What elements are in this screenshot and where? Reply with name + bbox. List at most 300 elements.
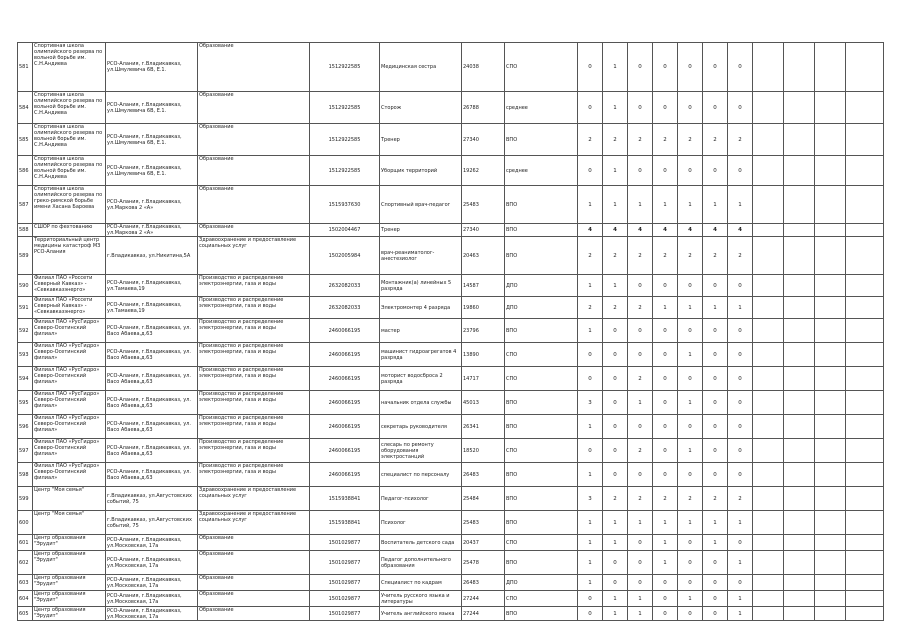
- economic-sector: Производство и распределение электроэнергии, газа и воды: [198, 391, 310, 415]
- position-title: Уборщик территорий: [380, 156, 462, 186]
- taxpayer-id: 1502005984: [310, 237, 380, 275]
- empty-cell: [753, 186, 784, 224]
- organization-address: РСО-Алания, г.Владикавказ, ул. Васо Абаева,д.63: [106, 343, 198, 367]
- count-3: 4: [628, 224, 653, 237]
- taxpayer-id: 1512922585: [310, 156, 380, 186]
- profession-code: 26788: [462, 92, 505, 124]
- position-title: мастер: [380, 319, 462, 343]
- count-1: 2: [578, 297, 603, 319]
- count-6: 4: [703, 224, 728, 237]
- organization-name: Территориальный центр медицины катастроф МЗ РСО-Алания: [33, 237, 106, 275]
- count-7: 0: [728, 319, 753, 343]
- economic-sector: Образование: [198, 124, 310, 156]
- taxpayer-id: 2632082033: [310, 297, 380, 319]
- count-6: 2: [703, 237, 728, 275]
- organization-name: Спортивная школа олимпийского резерва по вольной борьбе им. С.Н.Андиева: [33, 156, 106, 186]
- profession-code: 27340: [462, 124, 505, 156]
- count-3: 2: [628, 237, 653, 275]
- table-row: [18, 391, 884, 415]
- count-7: 0: [728, 439, 753, 463]
- count-7: 1: [728, 186, 753, 224]
- count-1: 1: [578, 415, 603, 439]
- empty-cell: [815, 511, 846, 535]
- count-3: 0: [628, 415, 653, 439]
- count-2: 1: [603, 607, 628, 621]
- empty-cell: [784, 124, 815, 156]
- count-2: 4: [603, 224, 628, 237]
- count-2: 2: [603, 124, 628, 156]
- count-7: 1: [728, 551, 753, 575]
- count-2: 1: [603, 43, 628, 92]
- row-number: 593: [18, 343, 33, 367]
- row-number: 585: [18, 124, 33, 156]
- economic-sector: Производство и распределение электроэнергии, газа и воды: [198, 275, 310, 297]
- row-number: 587: [18, 186, 33, 224]
- position-title: Спортивный врач-педагог: [380, 186, 462, 224]
- count-7: 0: [728, 415, 753, 439]
- taxpayer-id: 1501029877: [310, 551, 380, 575]
- empty-cell: [784, 487, 815, 511]
- empty-cell: [846, 487, 884, 511]
- empty-cell: [784, 156, 815, 186]
- economic-sector: Образование: [198, 607, 310, 621]
- taxpayer-id: 1501029877: [310, 591, 380, 607]
- table-row: [18, 415, 884, 439]
- empty-cell: [846, 511, 884, 535]
- count-4: 0: [653, 156, 678, 186]
- count-6: 0: [703, 607, 728, 621]
- count-3: 2: [628, 439, 653, 463]
- empty-cell: [846, 297, 884, 319]
- empty-cell: [815, 43, 846, 92]
- count-4: 0: [653, 275, 678, 297]
- organization-address: РСО-Алания, г.Владикавказ, ул.Маркова 2 «А»: [106, 224, 198, 237]
- table-row: [18, 43, 884, 92]
- count-5: 0: [678, 575, 703, 591]
- empty-cell: [753, 551, 784, 575]
- count-1: 0: [578, 367, 603, 391]
- empty-cell: [846, 237, 884, 275]
- position-title: Учитель английского языка: [380, 607, 462, 621]
- empty-cell: [815, 607, 846, 621]
- table-row: [18, 591, 884, 607]
- empty-cell: [815, 439, 846, 463]
- education-level: среднее: [505, 156, 578, 186]
- count-3: 1: [628, 607, 653, 621]
- count-5: 0: [678, 607, 703, 621]
- count-4: 2: [653, 487, 678, 511]
- position-title: секретарь руководителя: [380, 415, 462, 439]
- education-level: ВПО: [505, 511, 578, 535]
- profession-code: 25478: [462, 551, 505, 575]
- taxpayer-id: 2460066195: [310, 367, 380, 391]
- count-6: 0: [703, 367, 728, 391]
- organization-name: Центр образования "Эрудит": [33, 591, 106, 607]
- count-6: 0: [703, 463, 728, 487]
- table-row: [18, 487, 884, 511]
- empty-cell: [753, 343, 784, 367]
- count-6: 0: [703, 43, 728, 92]
- count-3: 0: [628, 43, 653, 92]
- count-4: 1: [653, 186, 678, 224]
- organization-name: Центр "Моя семья": [33, 511, 106, 535]
- count-3: 0: [628, 343, 653, 367]
- education-level: ВПО: [505, 124, 578, 156]
- education-level: ВПО: [505, 391, 578, 415]
- table-row: [18, 237, 884, 275]
- count-4: 0: [653, 367, 678, 391]
- count-7: 0: [728, 535, 753, 551]
- count-5: 1: [678, 391, 703, 415]
- count-5: 1: [678, 297, 703, 319]
- empty-cell: [784, 439, 815, 463]
- count-1: 0: [578, 156, 603, 186]
- organization-address: г.Владикавказ, ул.Августовских событий, 75: [106, 511, 198, 535]
- empty-cell: [846, 124, 884, 156]
- count-6: 0: [703, 391, 728, 415]
- organization-name: Центр образования "Эрудит": [33, 535, 106, 551]
- count-5: 1: [678, 343, 703, 367]
- empty-cell: [846, 92, 884, 124]
- table-row: [18, 367, 884, 391]
- profession-code: 19860: [462, 297, 505, 319]
- profession-code: 25483: [462, 186, 505, 224]
- empty-cell: [753, 237, 784, 275]
- empty-cell: [846, 367, 884, 391]
- empty-cell: [784, 237, 815, 275]
- count-6: 0: [703, 415, 728, 439]
- row-number: 584: [18, 92, 33, 124]
- count-4: 0: [653, 575, 678, 591]
- position-title: машинист гидроагрегатов 4 разряда: [380, 343, 462, 367]
- position-title: Тренер: [380, 224, 462, 237]
- economic-sector: Производство и распределение электроэнергии, газа и воды: [198, 319, 310, 343]
- empty-cell: [784, 415, 815, 439]
- empty-cell: [815, 575, 846, 591]
- count-3: 1: [628, 391, 653, 415]
- count-4: 1: [653, 551, 678, 575]
- economic-sector: Образование: [198, 575, 310, 591]
- count-2: 0: [603, 575, 628, 591]
- position-title: Медицинская сестра: [380, 43, 462, 92]
- education-level: ВПО: [505, 463, 578, 487]
- organization-name: Филиал ПАО «РусГидро» Северо-Осетинский филиал»: [33, 439, 106, 463]
- vacancy-table-body: [18, 43, 884, 621]
- economic-sector: Здравоохранение и предоставление социальных услуг: [198, 487, 310, 511]
- profession-code: 20463: [462, 237, 505, 275]
- empty-cell: [846, 463, 884, 487]
- taxpayer-id: 1512922585: [310, 43, 380, 92]
- empty-cell: [815, 224, 846, 237]
- taxpayer-id: 1501029877: [310, 607, 380, 621]
- count-5: 0: [678, 367, 703, 391]
- organization-address: РСО-Алания, г.Владикавказ, ул.Шмулевича 6В, Е.1.: [106, 92, 198, 124]
- count-4: 0: [653, 92, 678, 124]
- profession-code: 25484: [462, 487, 505, 511]
- taxpayer-id: 1512922585: [310, 92, 380, 124]
- count-6: 1: [703, 535, 728, 551]
- economic-sector: Производство и распределение электроэнергии, газа и воды: [198, 297, 310, 319]
- empty-cell: [784, 511, 815, 535]
- table-row: [18, 186, 884, 224]
- row-number: 602: [18, 551, 33, 575]
- profession-code: 27244: [462, 591, 505, 607]
- count-5: 0: [678, 463, 703, 487]
- organization-name: Спортивная школа олимпийского резерва по вольной борьбе им. С.Н.Андиева: [33, 43, 106, 92]
- taxpayer-id: 1515937630: [310, 186, 380, 224]
- empty-cell: [753, 487, 784, 511]
- profession-code: 45013: [462, 391, 505, 415]
- empty-cell: [753, 439, 784, 463]
- organization-address: РСО-Алания, г.Владикавказ, ул.Шмулевича 6В, Е.1.: [106, 124, 198, 156]
- empty-cell: [753, 591, 784, 607]
- row-number: 588: [18, 224, 33, 237]
- count-6: 2: [703, 487, 728, 511]
- table-row: [18, 607, 884, 621]
- count-1: 0: [578, 343, 603, 367]
- count-6: 0: [703, 343, 728, 367]
- position-title: Тренер: [380, 124, 462, 156]
- profession-code: 27340: [462, 224, 505, 237]
- profession-code: 13890: [462, 343, 505, 367]
- position-title: Электромонтер 4 разряда: [380, 297, 462, 319]
- empty-cell: [846, 186, 884, 224]
- empty-cell: [815, 415, 846, 439]
- count-7: 0: [728, 391, 753, 415]
- education-level: ВПО: [505, 551, 578, 575]
- organization-address: РСО-Алания, г.Владикавказ, ул. Васо Абаева,д.63: [106, 439, 198, 463]
- count-7: 1: [728, 297, 753, 319]
- count-4: 0: [653, 319, 678, 343]
- position-title: слесарь по ремонту оборудования электростанций: [380, 439, 462, 463]
- empty-cell: [846, 607, 884, 621]
- organization-address: РСО-Алания, г.Владикавказ, ул.Шмулевича 6В, Е.1.: [106, 156, 198, 186]
- profession-code: 27244: [462, 607, 505, 621]
- count-2: 1: [603, 156, 628, 186]
- count-6: 0: [703, 275, 728, 297]
- empty-cell: [815, 343, 846, 367]
- taxpayer-id: 2460066195: [310, 343, 380, 367]
- empty-cell: [815, 297, 846, 319]
- count-1: 1: [578, 535, 603, 551]
- taxpayer-id: 1501029877: [310, 575, 380, 591]
- count-6: 0: [703, 575, 728, 591]
- row-number: 594: [18, 367, 33, 391]
- table-row: [18, 275, 884, 297]
- row-number: 601: [18, 535, 33, 551]
- count-3: 2: [628, 367, 653, 391]
- count-4: 1: [653, 511, 678, 535]
- table-row: [18, 575, 884, 591]
- count-7: 0: [728, 92, 753, 124]
- row-number: 605: [18, 607, 33, 621]
- education-level: ВПО: [505, 224, 578, 237]
- count-4: 0: [653, 415, 678, 439]
- count-7: 2: [728, 124, 753, 156]
- count-5: 0: [678, 535, 703, 551]
- count-1: 0: [578, 591, 603, 607]
- organization-address: г.Владикавказ, ул.Никитина,5А: [106, 237, 198, 275]
- taxpayer-id: 1502004467: [310, 224, 380, 237]
- taxpayer-id: 2460066195: [310, 391, 380, 415]
- count-5: 0: [678, 415, 703, 439]
- taxpayer-id: 2632082033: [310, 275, 380, 297]
- education-level: СПО: [505, 343, 578, 367]
- row-number: 581: [18, 43, 33, 92]
- count-6: 0: [703, 156, 728, 186]
- organization-address: РСО-Алания, г.Владикавказ, ул.Тамаева,19: [106, 275, 198, 297]
- empty-cell: [753, 535, 784, 551]
- organization-name: Филиал ПАО «Россети Северный Кавказ» - «Севкавказэнерго»: [33, 275, 106, 297]
- table-row: [18, 297, 884, 319]
- empty-cell: [784, 343, 815, 367]
- count-3: 0: [628, 275, 653, 297]
- economic-sector: Образование: [198, 186, 310, 224]
- empty-cell: [846, 591, 884, 607]
- profession-code: 26483: [462, 463, 505, 487]
- position-title: моторист водосброса 2 разряда: [380, 367, 462, 391]
- count-2: 2: [603, 487, 628, 511]
- count-7: 2: [728, 487, 753, 511]
- position-title: Специалист по кадрам: [380, 575, 462, 591]
- profession-code: 14717: [462, 367, 505, 391]
- count-6: 2: [703, 124, 728, 156]
- count-7: 1: [728, 591, 753, 607]
- empty-cell: [753, 415, 784, 439]
- profession-code: 26341: [462, 415, 505, 439]
- row-number: 592: [18, 319, 33, 343]
- organization-name: СШОР по фехтованию: [33, 224, 106, 237]
- count-1: 1: [578, 275, 603, 297]
- economic-sector: Производство и распределение электроэнергии, газа и воды: [198, 367, 310, 391]
- organization-address: РСО-Алания, г.Владикавказ, ул.Московская, 17а: [106, 575, 198, 591]
- count-1: 0: [578, 92, 603, 124]
- empty-cell: [846, 551, 884, 575]
- count-2: 0: [603, 391, 628, 415]
- profession-code: 14587: [462, 275, 505, 297]
- row-number: 604: [18, 591, 33, 607]
- empty-cell: [784, 186, 815, 224]
- empty-cell: [784, 535, 815, 551]
- organization-address: РСО-Алания, г.Владикавказ, ул. Васо Абаева,д.63: [106, 391, 198, 415]
- position-title: Сторож: [380, 92, 462, 124]
- count-1: 0: [578, 607, 603, 621]
- economic-sector: Образование: [198, 224, 310, 237]
- empty-cell: [784, 367, 815, 391]
- row-number: 603: [18, 575, 33, 591]
- count-2: 0: [603, 439, 628, 463]
- position-title: специалист по персоналу: [380, 463, 462, 487]
- economic-sector: Производство и распределение электроэнергии, газа и воды: [198, 343, 310, 367]
- count-3: 1: [628, 186, 653, 224]
- count-4: 0: [653, 391, 678, 415]
- empty-cell: [753, 575, 784, 591]
- table-row: [18, 439, 884, 463]
- count-6: 0: [703, 591, 728, 607]
- count-6: 1: [703, 186, 728, 224]
- table-row: [18, 124, 884, 156]
- empty-cell: [753, 607, 784, 621]
- count-1: 2: [578, 237, 603, 275]
- row-number: 590: [18, 275, 33, 297]
- count-1: 3: [578, 391, 603, 415]
- count-5: 0: [678, 156, 703, 186]
- empty-cell: [784, 591, 815, 607]
- vacancy-table: [17, 42, 884, 621]
- table-row: [18, 343, 884, 367]
- empty-cell: [753, 511, 784, 535]
- economic-sector: Производство и распределение электроэнергии, газа и воды: [198, 415, 310, 439]
- empty-cell: [784, 391, 815, 415]
- education-level: СПО: [505, 439, 578, 463]
- table-row: [18, 319, 884, 343]
- count-1: 0: [578, 43, 603, 92]
- count-5: 1: [678, 439, 703, 463]
- count-2: 1: [603, 275, 628, 297]
- count-1: 2: [578, 124, 603, 156]
- empty-cell: [815, 391, 846, 415]
- count-7: 4: [728, 224, 753, 237]
- empty-cell: [815, 124, 846, 156]
- organization-name: Спортивная школа олимпийского резерва по вольной борьбе им. С.Н.Андиева: [33, 92, 106, 124]
- empty-cell: [815, 463, 846, 487]
- position-title: Монтажник(а) линейных 5 разряда: [380, 275, 462, 297]
- education-level: ДПО: [505, 297, 578, 319]
- count-6: 0: [703, 551, 728, 575]
- count-2: 0: [603, 463, 628, 487]
- empty-cell: [846, 224, 884, 237]
- count-3: 0: [628, 92, 653, 124]
- empty-cell: [815, 535, 846, 551]
- organization-name: Центр образования "Эрудит": [33, 607, 106, 621]
- organization-address: РСО-Алания, г.Владикавказ, ул. Васо Абаева,д.63: [106, 463, 198, 487]
- economic-sector: Производство и распределение электроэнергии, газа и воды: [198, 463, 310, 487]
- count-2: 1: [603, 591, 628, 607]
- position-title: врач-реаниматолог-анестезиолог: [380, 237, 462, 275]
- organization-address: г.Владикавказ, ул.Августовских событий, 75: [106, 487, 198, 511]
- empty-cell: [753, 367, 784, 391]
- count-6: 1: [703, 297, 728, 319]
- table-row: [18, 224, 884, 237]
- row-number: 598: [18, 463, 33, 487]
- count-5: 0: [678, 43, 703, 92]
- count-4: 0: [653, 439, 678, 463]
- position-title: Учитель русского языка и литературы: [380, 591, 462, 607]
- count-4: 0: [653, 43, 678, 92]
- organization-name: Спортивная школа олимпийского резерва по вольной борьбе им. С.Н.Андиева: [33, 124, 106, 156]
- count-6: 0: [703, 92, 728, 124]
- empty-cell: [846, 391, 884, 415]
- taxpayer-id: 1501029877: [310, 535, 380, 551]
- organization-name: Филиал ПАО «РусГидро» Северо-Осетинский филиал»: [33, 391, 106, 415]
- count-2: 0: [603, 551, 628, 575]
- empty-cell: [846, 439, 884, 463]
- empty-cell: [846, 319, 884, 343]
- count-4: 2: [653, 124, 678, 156]
- count-5: 0: [678, 551, 703, 575]
- organization-address: РСО-Алания, г.Владикавказ, ул. Васо Абаева,д.63: [106, 415, 198, 439]
- education-level: ВПО: [505, 186, 578, 224]
- empty-cell: [784, 275, 815, 297]
- empty-cell: [784, 607, 815, 621]
- count-3: 1: [628, 591, 653, 607]
- education-level: ДПО: [505, 575, 578, 591]
- count-7: 0: [728, 575, 753, 591]
- count-2: 1: [603, 92, 628, 124]
- count-1: 1: [578, 186, 603, 224]
- row-number: 589: [18, 237, 33, 275]
- count-2: 1: [603, 511, 628, 535]
